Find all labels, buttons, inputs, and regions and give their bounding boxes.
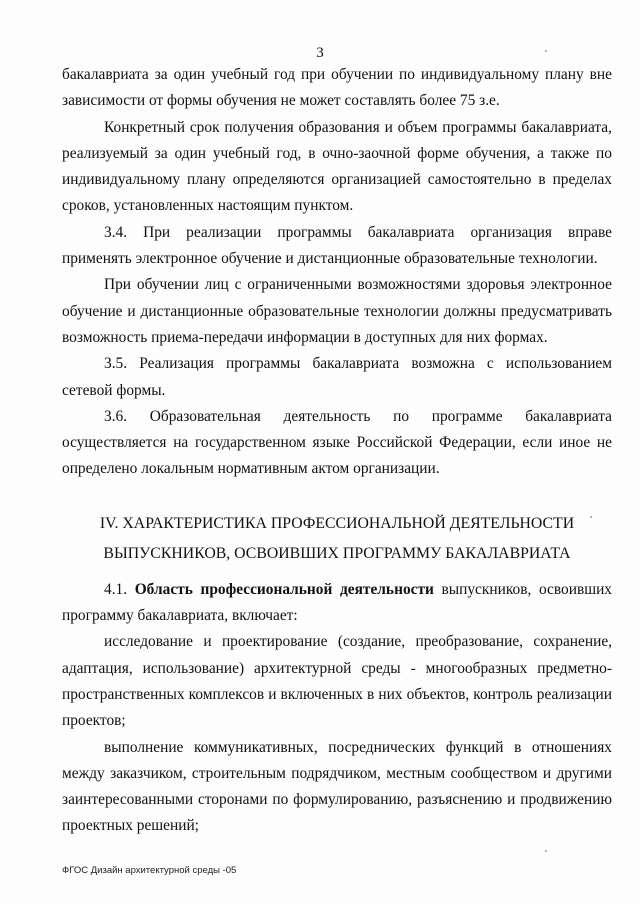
scan-speck	[545, 850, 547, 852]
section-heading-line-2: ВЫПУСКНИКОВ, ОСВОИВШИХ ПРОГРАММУ БАКАЛАВРИАТА	[103, 544, 571, 562]
paragraph-disabilities: При обучении лиц с ограниченными возможностями здоровья электронное обучение и дистанционные образовательные технологии должны предусматривать возможность приема-передачи информации в доступных для них формах.	[62, 276, 612, 346]
paragraph-4-1	[62, 577, 612, 630]
scan-speck	[545, 50, 547, 52]
footer-note: ФГОС Дизайн архитектурной среды -05	[62, 865, 237, 876]
section-heading-line-1: IV. ХАРАКТЕРИСТИКА ПРОФЕССИОНАЛЬНОЙ ДЕЯТЕЛЬНОСТИ	[99, 514, 575, 532]
clause-number: 4.1.	[104, 580, 128, 598]
paragraph-3-5: 3.5. Реализация программы бакалавриата возможна с использованием сетевой формы.	[62, 355, 612, 399]
bold-term: Область профессиональной деятельности	[134, 580, 434, 598]
list-item: выполнение коммуникативных, посреднических функций в отношениях между заказчиком, строительным подрядчиком, местным сообществом и другими заинтересованными сторонами по формулированию, разъяснению и продвижению проектных решений;	[62, 738, 612, 835]
page-number: 3	[316, 45, 324, 61]
paragraph-term-duration: Конкретный срок получения образования и объем программы бакалавриата, реализуемый за один учебный год, в очно-заочной форме обучения, а также по индивидуальному плану определяются организацией самостоятельно в пределах сроков, установленных настоящим пунктом.	[62, 118, 612, 215]
paragraph-continuation: бакалавриата за один учебный год при обучении по индивидуальному плану вне зависимости от формы обучения не может составлять более 75 з.е.	[62, 66, 612, 110]
paragraph-3-6: 3.6. Образовательная деятельность по программе бакалавриата осуществляется на государственном языке Российской Федерации, если иное не определено локальным нормативным актом организации.	[62, 407, 612, 478]
scan-speck	[590, 516, 592, 518]
clause-text: выпускников, освоивших программу бакалавриата, включает:	[62, 580, 612, 625]
document-body	[62, 62, 612, 840]
section-heading	[62, 509, 612, 569]
paragraph-3-4: 3.4. При реализации программы бакалавриата организация вправе применять электронное обучение и дистанционные образовательные технологии.	[62, 223, 612, 268]
list-item: исследование и проектирование (создание, преобразование, сохранение, адаптация, использование) архитектурной среды - многообразных предметно-пространственных комплексов и включенных в них объектов, контроль реализации проектов;	[62, 633, 612, 730]
